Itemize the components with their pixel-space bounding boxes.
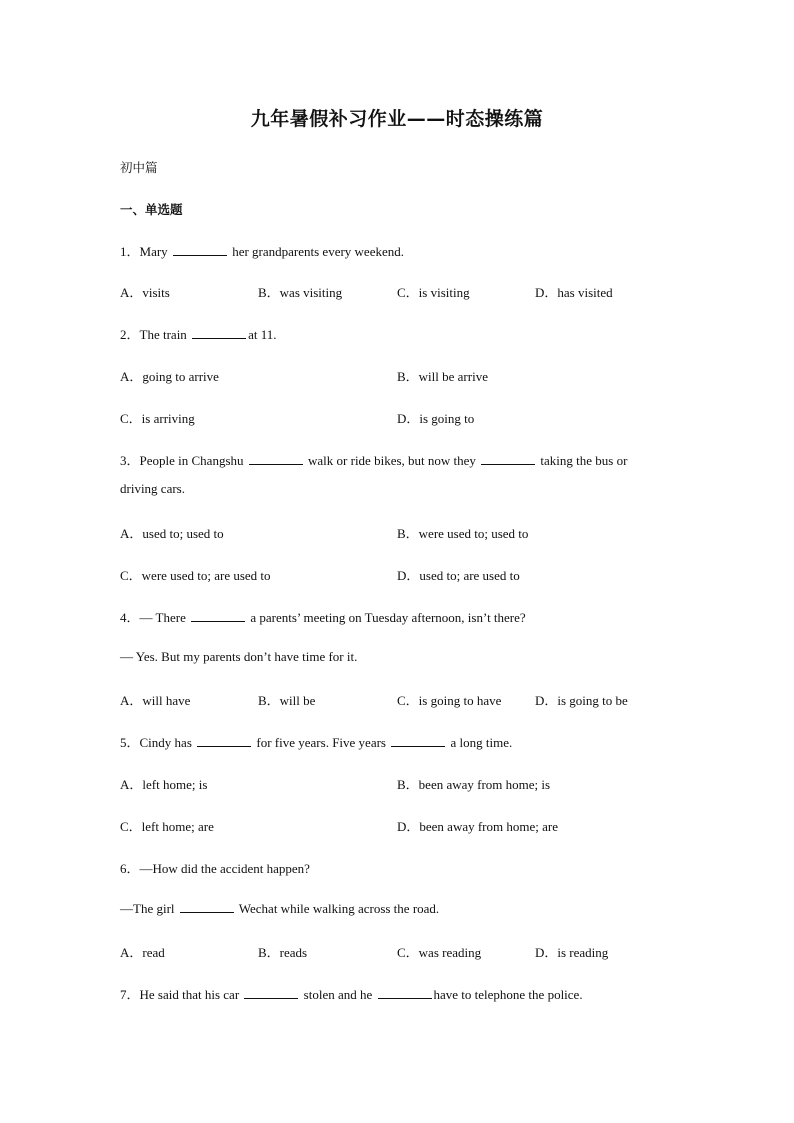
question-text: for five years. Five years [253, 735, 390, 750]
option-a: A．used to; used to [120, 526, 224, 541]
option-c: C．were used to; are used to [120, 568, 271, 583]
question-text: He said that his car [139, 987, 243, 1002]
question-text: Mary [139, 244, 171, 259]
question-text: stolen and he [300, 987, 376, 1002]
question-number: 6． [120, 861, 140, 876]
answer-blank [244, 986, 298, 999]
option-c: C．is arriving [120, 411, 195, 426]
question-number: 1． [120, 244, 140, 259]
question-text: — There [139, 610, 190, 625]
question-number: 5． [120, 735, 140, 750]
question-text: —The girl [120, 901, 178, 916]
option-a: A．visits [120, 285, 170, 300]
option-a: A．will have [120, 693, 191, 708]
question-2 [120, 324, 276, 343]
option-b: B．were used to; used to [397, 526, 529, 541]
question-6 [120, 858, 310, 877]
option-b: B．was visiting [258, 285, 343, 300]
answer-blank [191, 609, 245, 622]
question-6-reply [120, 900, 439, 917]
question-number: 3． [120, 453, 140, 468]
answer-blank [481, 452, 535, 465]
section-heading: 一、单选题 [120, 202, 183, 217]
question-text: walk or ride bikes, but now they [304, 453, 480, 468]
answer-blank [378, 986, 432, 999]
answer-blank [173, 243, 227, 256]
answer-blank [197, 734, 251, 747]
question-4 [120, 607, 526, 626]
question-text: a parents’ meeting on Tuesday afternoon, isn’t there? [247, 610, 526, 625]
question-text: —How did the accident happen? [139, 861, 310, 876]
question-5 [120, 732, 512, 751]
option-d: D．used to; are used to [397, 568, 520, 583]
option-d: D．been away from home; are [397, 819, 558, 834]
question-text: her grandparents every weekend. [228, 244, 404, 259]
option-a: A．left home; is [120, 777, 208, 792]
option-b: B．reads [258, 945, 308, 960]
question-3 [120, 450, 627, 469]
question-text: Wechat while walking across the road. [235, 901, 440, 916]
option-b: B．been away from home; is [397, 777, 551, 792]
level-label: 初中篇 [120, 160, 158, 175]
answer-blank [391, 734, 445, 747]
question-text: at 11. [248, 327, 277, 342]
option-c: C．left home; are [120, 819, 214, 834]
option-c: C．is visiting [397, 285, 470, 300]
question-text: Cindy has [139, 735, 196, 750]
question-number: 2． [120, 327, 140, 342]
answer-blank [249, 452, 303, 465]
option-b: B．will be [258, 693, 316, 708]
question-4-reply: — Yes. But my parents don’t have time for it. [120, 649, 358, 664]
question-3-continued: driving cars. [120, 481, 185, 496]
option-d: D．is reading [535, 945, 609, 960]
option-b: B．will be arrive [397, 369, 488, 384]
option-d: D．is going to [397, 411, 475, 426]
option-d: D．has visited [535, 285, 613, 300]
option-c: C．is going to have [397, 693, 502, 708]
question-text: a long time. [447, 735, 513, 750]
option-c: C．was reading [397, 945, 482, 960]
answer-blank [192, 326, 246, 339]
page-title: 九年暑假补习作业——时态操练篇 [250, 108, 544, 130]
question-text: People in Changshu [139, 453, 247, 468]
answer-blank [180, 900, 234, 913]
question-number: 4． [120, 610, 140, 625]
question-text: taking the bus or [537, 453, 628, 468]
question-1 [120, 241, 404, 260]
question-text: The train [139, 327, 191, 342]
option-a: A．read [120, 945, 165, 960]
question-number: 7． [120, 987, 140, 1002]
option-d: D．is going to be [535, 693, 628, 708]
question-7 [120, 984, 583, 1003]
option-a: A．going to arrive [120, 369, 219, 384]
question-text: have to telephone the police. [433, 987, 583, 1002]
